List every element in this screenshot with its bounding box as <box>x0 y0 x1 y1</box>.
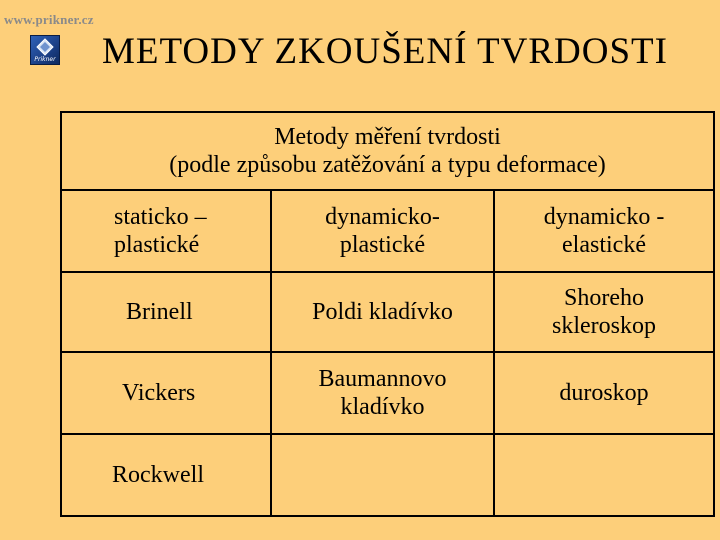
table-row <box>61 352 714 434</box>
method-brinell: Brinell <box>61 272 271 352</box>
empty-cell <box>271 434 494 516</box>
method-shore-line-1: Shoreho <box>564 285 644 311</box>
table-row <box>61 272 714 352</box>
table-header-row <box>61 112 714 190</box>
method-duroskop: duroskop <box>494 352 714 434</box>
column-headers-row <box>61 190 714 272</box>
logo-text: Prikner <box>34 56 56 63</box>
header-line-2: (podle způsobu zatěžování a typu deformace) <box>169 152 606 178</box>
column-header-2-line-1: dynamicko- <box>325 204 440 230</box>
empty-cell <box>494 434 714 516</box>
table-header <box>61 112 714 190</box>
column-header-2-line-2: plastické <box>339 232 426 258</box>
page-title: METODY ZKOUŠENÍ TVRDOSTI <box>102 31 668 72</box>
column-header-1-line-2: plastické <box>114 232 200 258</box>
prikner-logo-icon <box>30 35 60 65</box>
method-shore-line-2: skleroskop <box>552 313 656 339</box>
method-rockwell: Rockwell <box>61 434 271 516</box>
column-header-dynamic-elastic <box>494 190 714 272</box>
site-url[interactable]: www.prikner.cz <box>4 12 94 27</box>
method-vickers: Vickers <box>61 352 271 434</box>
column-header-static-plastic <box>61 190 271 272</box>
method-baumann-line-2: kladívko <box>340 394 425 420</box>
table-row <box>61 434 714 516</box>
header-line-1: Metody měření tvrdosti <box>274 124 501 150</box>
column-header-dynamic-plastic <box>271 190 494 272</box>
method-baumann <box>271 352 494 434</box>
method-poldi: Poldi kladívko <box>271 272 494 352</box>
method-shore <box>494 272 714 352</box>
column-header-3-line-2: elastické <box>562 232 646 258</box>
method-baumann-line-1: Baumannovo <box>318 366 447 392</box>
column-header-3-line-1: dynamicko - <box>543 204 665 230</box>
column-header-1-line-1: staticko – <box>114 204 207 230</box>
hardness-methods-table <box>60 111 715 517</box>
